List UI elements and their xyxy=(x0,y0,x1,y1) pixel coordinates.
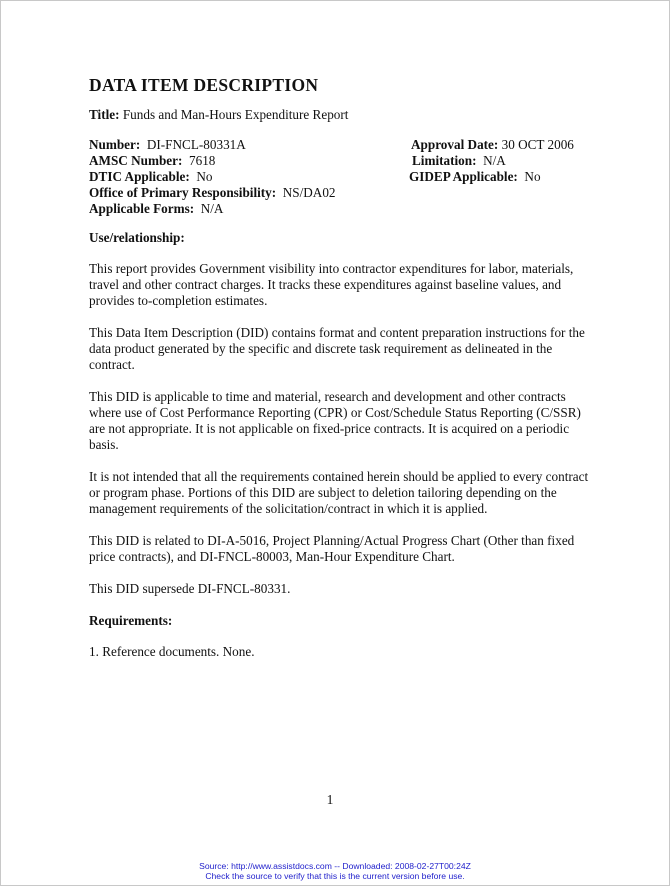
metadata-value: DI-FNCL-80331A xyxy=(146,137,246,152)
metadata-label: Office of Primary Responsibility: xyxy=(89,185,277,200)
metadata-row-office xyxy=(89,185,336,201)
metadata-block xyxy=(89,137,589,217)
paragraph: This DID is applicable to time and material, research and development and other contracts where use of Cost Performance Reporting (CPR) or Cost/Schedule Status Reporting (C/SSR) are not appropriate. It is not applicable on fixed-price contracts. It is acquired on a periodic basis. xyxy=(89,389,581,452)
source-footer xyxy=(0,861,670,881)
title-label: Title: xyxy=(89,107,120,122)
metadata-row-gidep xyxy=(409,169,574,185)
metadata-value: N/A xyxy=(200,201,224,216)
title-line xyxy=(89,107,589,123)
metadata-label: GIDEP Applicable: xyxy=(409,169,518,184)
document-heading: DATA ITEM DESCRIPTION xyxy=(89,75,319,95)
metadata-label: DTIC Applicable: xyxy=(89,169,190,184)
paragraph: It is not intended that all the requirements contained herein should be applied to every contract or program phase. Portions of this DID are subject to deletion tailoring depending on the management requirements of the solicitation/contract in which it is applied. xyxy=(89,469,589,516)
footer-check-line: Check the source to verify that this is the current version before use. xyxy=(205,871,465,881)
metadata-value: N/A xyxy=(483,153,506,168)
metadata-label: Number: xyxy=(89,137,141,152)
metadata-value: 30 OCT 2006 xyxy=(501,137,574,152)
paragraph: This DID supersede DI-FNCL-80331. xyxy=(89,581,291,596)
metadata-label: Applicable Forms: xyxy=(89,201,195,216)
metadata-right-column xyxy=(411,137,574,185)
paragraph: This Data Item Description (DID) contains format and content preparation instructions for the data product generated by the specific and discrete task requirement as delineated in the contract. xyxy=(89,325,585,372)
metadata-row-number xyxy=(89,137,336,153)
metadata-value: NS/DA02 xyxy=(282,185,336,200)
requirement-item: 1. Reference documents. None. xyxy=(89,644,255,659)
metadata-value: 7618 xyxy=(189,153,216,168)
footer-source-line: Source: http://www.assistdocs.com -- Downloaded: 2008-02-27T00:24Z xyxy=(199,861,471,871)
metadata-left-column xyxy=(89,137,336,217)
metadata-label: Approval Date: xyxy=(411,137,499,152)
use-relationship-heading: Use/relationship: xyxy=(89,230,185,245)
title-value: Funds and Man-Hours Expenditure Report xyxy=(122,107,349,122)
metadata-row-amsc xyxy=(89,153,336,169)
requirements-heading: Requirements: xyxy=(89,613,173,628)
metadata-row-approval-date xyxy=(411,137,574,153)
metadata-row-dtic xyxy=(89,169,336,185)
document-body xyxy=(89,74,589,676)
paragraph: This DID is related to DI-A-5016, Project Planning/Actual Progress Chart (Other than fixed price contracts), and DI-FNCL-80003, Man-Hour Expenditure Chart. xyxy=(89,533,575,564)
metadata-row-limitation xyxy=(411,153,574,169)
metadata-label: Limitation: xyxy=(412,153,477,168)
metadata-label: AMSC Number: xyxy=(89,153,183,168)
page-number: 1 xyxy=(326,792,334,807)
metadata-value: No xyxy=(524,169,541,184)
metadata-row-forms xyxy=(89,201,336,217)
paragraph: This report provides Government visibility into contractor expenditures for labor, materials, travel and other contract charges. It tracks these expenditures against baseline values, and provides to-completion estimates. xyxy=(89,261,574,308)
metadata-value: No xyxy=(196,169,213,184)
